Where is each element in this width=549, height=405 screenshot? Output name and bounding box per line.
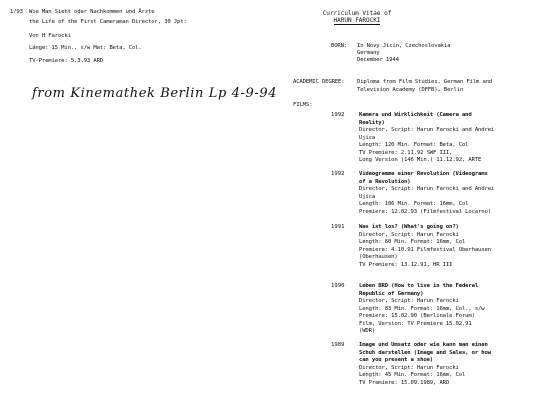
left-title-line2: the Life of the First Cameraman Director, 30 Jpt:	[29, 19, 187, 25]
film-detail: TV Premiere: 15.09.1989, ARD	[359, 379, 450, 386]
degree-line1: Diploma from Film Studies, German Film and	[357, 79, 493, 85]
film-detail: Premiere: 4.10.91 Filmfestival Oberhausen	[359, 246, 491, 253]
left-premiere: TV-Premiere: 5.3.93 ARD	[29, 58, 104, 64]
film-detail: TV Premiere: 13.12.91, HR III	[359, 261, 453, 268]
film-detail: Length: 83 Min. Format: 16mm, Col., s/w	[359, 305, 485, 312]
film-detail: Director, Script: Harun Farocki and Andrei	[359, 127, 495, 133]
film-detail: Length: 45 Min. Format: 16mm, Col	[359, 372, 466, 378]
film-title-cont: Schuh darstellen (Image and Sales, or how	[359, 349, 491, 356]
films-label: FILMS:	[293, 102, 313, 108]
film-detail: Premiere: 15.02.90 (Berlinale Forum)	[359, 313, 475, 319]
left-length: Länge: 15 Min., s/w Mat: Beta, Col.	[29, 45, 142, 51]
film-detail: Long Version (146 Min.) 11.12.92, ARTE	[359, 157, 482, 163]
film-title-cont: Republic of Germany)	[359, 290, 424, 297]
film-detail: Director, Script: Harun Farocki and Andrei	[359, 186, 495, 192]
film-detail: (Oberhausen)	[359, 254, 398, 260]
page-number: 1/93	[10, 9, 23, 15]
film-detail: Premiere: 12.02.93 (Filmfestival Locarno)	[359, 208, 491, 215]
degree-label: ACADEMIC DEGREE:	[293, 79, 345, 85]
born-line1: In Novy Jicin, Czechoslovakia	[357, 43, 451, 49]
film-detail: (WDR)	[359, 328, 376, 334]
film-title: Image und Umsatz oder wie kann man einen	[359, 342, 488, 348]
film-detail: Ujica	[359, 134, 376, 141]
film-title-cont: can you present a shoe)	[359, 357, 434, 363]
born-line2: Germany	[357, 50, 380, 56]
film-year: 1991	[331, 224, 345, 230]
film-detail: Length: 106 Min. Format: 16mm, Col	[359, 201, 469, 207]
degree-line2: Television Academy (DFFB), Berlin	[357, 87, 464, 93]
film-detail: Length: 120 Min. Format: Beta, Col	[359, 142, 469, 148]
film-detail: Ujica	[359, 193, 376, 200]
film-title: Was ist los? (What's going on?)	[359, 224, 459, 230]
film-detail: Director, Script: Harun Farocki	[359, 364, 459, 371]
film-title: Videogramme einer Revolution (Videograms	[359, 171, 488, 177]
born-label: BORN:	[331, 43, 348, 49]
film-title: Kamera und Wirklichkeit (Camera and	[359, 112, 472, 118]
film-title-cont: of a Revolution)	[359, 178, 411, 185]
cv-heading-line1: Curriculum Vitae of	[322, 10, 392, 17]
film-title-cont: Reality)	[359, 119, 385, 126]
film-detail: Director, Script: Harun Farocki	[359, 231, 459, 238]
film-detail: TV Premiere: 2.11.92 SWF III,	[359, 149, 453, 156]
film-detail: Film, Version: TV Premiere 15.02.91	[359, 320, 472, 327]
cv-heading	[307, 10, 407, 25]
film-title: Leben BRD (How to live in the Federal	[359, 283, 479, 289]
film-detail: Director, Script: Harun Farocki	[359, 298, 459, 304]
handwritten-note: from Kinemathek Berlin Lp 4-9-94	[32, 86, 278, 101]
left-title-line1: Wie Man Sieht oder Nachkommen und Ärzte	[29, 9, 155, 15]
film-year: 1992	[331, 171, 345, 177]
film-year: 1992	[331, 112, 345, 118]
film-year: 1990	[331, 283, 345, 289]
left-director: Von H Farocki	[29, 33, 71, 39]
film-detail: Length: 60 Min. Format: 16mm, Col	[359, 239, 466, 245]
cv-heading-name: HARUN FAROCKI	[333, 17, 381, 24]
film-year: 1989	[331, 342, 345, 348]
born-line3: December 1944	[357, 57, 399, 63]
